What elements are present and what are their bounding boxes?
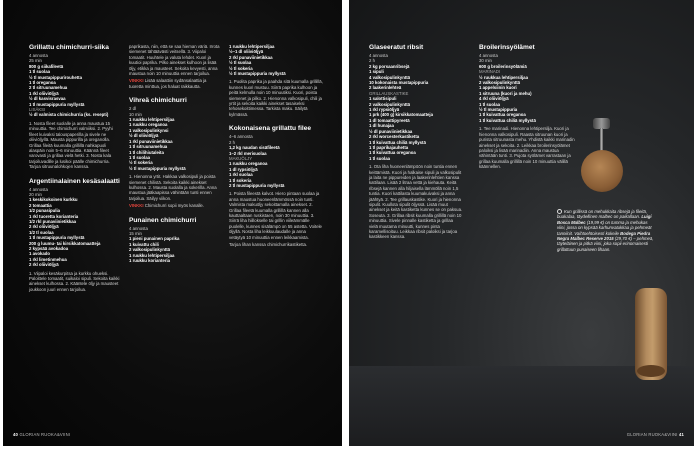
tip-label: VINKKI [129,203,144,209]
ingredient: 1 kuivattu chili [129,241,159,247]
ingredient: 1 tl sitruunamehua [129,144,168,150]
ingredient: 1 tl paprikajauhetta [369,144,409,150]
left-page [3,0,342,446]
ingredient-list [29,197,121,267]
wine-caption [557,209,655,252]
ingredient: 1 tl suolaa [369,155,391,161]
ingredient-list [229,161,323,188]
cork-top-image [581,150,623,192]
ingredient: 2 tomaattia [29,202,52,208]
right-column-1 [369,44,463,242]
ingredient: 1 dl hunajaa [369,123,394,129]
ingredient: 1 rkl suolaa [229,172,253,178]
subheading: MAKUÖLJY [229,155,253,161]
right-column-2 [479,44,575,172]
ingredient: ½ dl oliiviöljyä [129,133,159,139]
time: 25 min [29,58,42,64]
recipe-meta [29,53,121,64]
ingredient: 1 tl suolaa [129,154,151,160]
ingredient: ½–1 dl oliiviöljyä [229,49,264,55]
ingredient: 2 tl sitruunamehua [29,85,68,91]
ingredient: 1 ruukku lehtipersiljaa [229,44,275,49]
recipe-instructions: 1. Tee marinadi. Hienonna lehtipersilja. Kuori ja hienonna valkosipuli. Raasta sitruunan kuori ja purista sitruunasta mehu. Yhdistä kaikki marinadin ainekset ja sekoita. 2. Leikkaa broilerinsyölämet paloiksi ja lisää marinadiin. Anna maustua vähintään tunti. 3. Pujota syölämet varrastaan ja grillaa kuumalla grillillä noin 10 minuuttia välillä käännellen. [479,126,575,170]
recipe-instructions: 1. Hienonna yrtit. Hakkaa valkosipuli ja poista siemenet chilistä. Sekoita kaikki ainekset kulhossa. 2. Mausta suolalla ja sokerilla. Anna maustua jääkaapissa vähintään tunti ennen tarjoilua. Säilyy viikon. [129,174,217,201]
ingredient: 1 appelsiinin kuori [479,85,517,91]
recipe-instructions: 1. Puolita paprika ja paahda sitä kuumalla grillillä, kunnes kuori mustuu. Siirrä paprika kulhoon ja peitä kelmulla noin 10 minuutiksi. Kuori, poista siemenet ja pilko. 2. Hienonna valkosipuli, chili ja yrtit ja sekoita kaikki ainekset tasaiseksi tehosekoittimessa. Tarkista maku. Säilytä kylmässä. [229,79,323,117]
ingredient: 1/2 rkl punaviinietikkaa [29,218,77,224]
ingredient: 1 tl kuivattua oreganoa [369,150,416,156]
ingredient: 1 salottisipuli [369,96,397,102]
servings: 4 annosta [479,53,498,58]
ingredient-list [229,145,323,156]
ingredient: 1 rkl limetinmehua [29,256,67,262]
ingredient: 4 rkl oliiviöljyä [479,96,509,102]
right-footer [627,432,684,437]
ingredient: 2 valkosipulinkynttä [129,247,171,253]
ingredient-list [369,96,463,161]
ingredient: 1 ruukku oreganoa [229,161,268,167]
recipe-title: Glaseeratut ribsit [369,44,424,51]
recipe-meta [479,53,575,64]
ingredient: 1 tl mustapippuria myllystä [29,101,85,107]
yield: 2 dl [129,106,136,112]
subheading: GRILLAUSKASTIKE [369,90,409,96]
time: 15 min [129,230,142,236]
recipe-title: Vihreä chimichurri [129,97,187,105]
ingredient: 1 valkosipulinkynsi [129,127,169,133]
ingredient: 1 tl kuivattua chiliä myllystä [369,139,426,145]
recipe-title: Broilerinsyölämet [479,44,535,51]
left-footer [13,432,70,437]
ingredient: 2 rkl worcesterkastiketta [369,134,420,140]
ingredient: ½ tl mustapippuria myllystä [229,71,286,77]
caption-text: (29,70 €) – pehmeä, täyteläinen ja pitkä viini, joka sopii erinomaisesti grillattuun punaiseen lihaan. [557,236,654,252]
ingredient: 4 valkosipulinkynttä [369,74,411,80]
ingredient: 2 tl mustapippuria myllystä [229,182,285,188]
ingredient: 1 sitruuna (kuori ja mehu) [479,90,532,96]
right-page [349,0,694,446]
ingredient: 2 laakerinlehteä [369,85,402,91]
ingredient: ½ dl valmista chimichurria (ks. resepti) [29,112,109,118]
recipe-instructions: 1. Poista fileestä kalvot. Hiero pintaan suolaa ja anna maustua huoneenlämmössä noin tunti. Valmista makuöljy sekoittamalla ainekset. 2. Grillaa fileetä kuumalla grillillä kannen alla kauttaaltaan ruskistaen, noin 30 minuuttia. 3. Siirrä liha hiillokselle tai grillin viileämmälle puolelle, kunnes sisälämpö on 55 astetta. Voitele öljyllä. Nosta liha leikkuulaudalle ja anna vetäytyä 10 minuuttia ennen leikkaamista. [229,191,322,240]
ingredient: 2 kypsää avokadoa [29,246,69,251]
recipe-title: Kokonaisena grillattu filee [229,125,312,133]
left-column-1 [29,44,121,294]
page-number: 41 [678,432,684,437]
ingredient: 1/2 punasipulia [29,208,61,214]
ingredient: 10 kokonaista mustapippuria [369,80,429,86]
time: 20 min [29,191,42,197]
ingredient: 800 g siikafileetä [29,63,64,69]
page-number: 40 [13,432,19,437]
left-column-3 [229,44,323,249]
ingredient: 1 ruukku korianteria [129,258,171,263]
subheading: MARINADI [479,69,501,75]
ingredient: 1 avokado [29,251,51,257]
recipe-title: Punainen chimichurri [129,216,197,224]
tip-label: VINKKI [129,78,144,84]
caption-text: (19,99 €) on tumma ja mehukas viini, jossa on kypsää karhunvatukkaa ja pehmeät tanniinit. Vaihtoehtoisesti kokeile [557,219,652,236]
caption-text: Kun grillissä on mehukkaita ribsejä ja fileitä, buakalaa, täydellinen malbec on paikallaan. [557,209,648,220]
ingredient: 2 kg porsaanribsejä [369,63,410,69]
magazine-name: GLORIAN RUOKA&VIINI [19,432,71,437]
ingredient-list [129,117,221,171]
servings: 4 annosta [129,225,148,231]
ingredient: 1/2 tl suolaa [29,229,54,235]
time: 30 min [479,58,492,64]
ingredient: 2 valkosipulinkynttä [369,101,411,107]
ingredient: 1 ruukku oreganoa [129,122,168,128]
recipe-instructions: 1. Ota liha huoneenlämpöön noin tuntia ennen keittämistä. Kuori ja halkaise sipuli ja valkosipulit ja laita ne pippureiden ja laakerinlehtien kanssa kattilaan. Lisää 2 litraa vettä ja kiehauta. Keitä ribsejä kannen alla hiljaisella lämmöllä noin 1,5 tuntia. Kuori kattilasta kuumakuivaksi ja anna jäähtyä. 2. Tee grillauskastike. Kuori ja hienonna sipulit. Kuullota sipulit öljyssä. Lisää muut ainekset ja keitä kastiketta kunnes se on paksua. Soseuta. 3. Grillaa ribsit kuumalla grillillä noin 10 minuuttia. Sivele pinnalle kastiketta ja grillaa vielä muutama minuutti, kunnes pinta karamellisoituu. Leikkaa ribsit paloiksi ja tarjoa kastikkeen kanssa. [369,164,463,240]
ingredient: 1 tl oreganoa [29,80,56,86]
recipe-meta [129,226,221,237]
ingredient-list [369,64,463,91]
magazine-name: GLORIAN RUOKA&VIINI [626,432,678,437]
recipe-meta [229,134,323,145]
ingredient: 1 dl tomaattipyreetä [369,117,410,123]
ingredient: ½ dl kasvisrasvaa [29,96,66,102]
recipe-meta [369,53,463,64]
ingredient: 200 g luumu- tai kirsikkatomaatteja [29,240,101,246]
servings: 4 annosta [369,53,388,58]
ingredient: 1 keskikokoinen kurkku [29,197,78,203]
recipe-meta [129,106,221,117]
ingredient: ½ tl mustapippuria myllystä [129,165,186,171]
tip-text: Lisää salaattiin sydänsalaattia ja tuoretta minttua, jos haluat raikkautta. [129,78,207,89]
ingredient: ½ tl mustapippurirouhetta [29,74,82,80]
ingredient: 1 ruukku lehtipersiljaa [129,117,175,123]
ingredient: 1 tl sokeria [229,177,252,183]
ingredient: ½ tl sokeria [129,160,153,166]
ingredient: 1 pieni punainen paprika [129,236,180,242]
subheading: LISÄKSI [29,107,46,113]
recipe-note: Tarjoa lihan kanssa chimichurrikastiketta. [229,242,308,247]
wine-cork-end [637,365,665,377]
ingredient: 1 prk (400 g) kirsikkatomaatteja [369,112,434,118]
servings: 4 annosta [29,186,48,192]
ingredient: 1–2 rkl merisuolaa [229,150,267,156]
recipe-instructions: 1. Nosta fileet suolalle ja anna maustua 15 minuuttia. Tee chimichurri valmiiksi. 2. Pyyhi fileet kuivaksi talouspaperilla ja sivele ne oliiviöljyllä. Mausta pippurilla ja oreganolla. Grillaa fileitä kuumalla grillillä nahkapuoli alaspäin noin 5–6 minuuttia. Käännä fileet varovasti ja grillaa vielä hetki. 3. Nosta kala tarjoiluvadille ja lusikoi päälle chimichurria. Tarjoa sitruunalohkojen kanssa. [29,120,113,170]
ingredient: 1 rkl oliiviöljyä [29,90,59,96]
ingredient: 1 ruukku lehtipersiljaa [129,252,175,258]
ingredient: 1 rkl punaviinietikkaa [129,138,173,144]
ingredient: 2 rkl oliiviöljyä [29,262,59,268]
ingredient: 1 tl kuivattua chiliä myllystä [479,117,536,123]
recipe-title: Grillattu chimichurri-siika [29,44,109,51]
recipe-instructions: 1. Viipaloi kesäkurpitsa ja kurkku ohueksi. Paloittele tomaatit, suikaloi sipuli. Sekoita kaikki ainekset kulhossa. 2. Kääntele öljy ja mausteet joukkoon juuri ennen tarjoilua. [29,270,120,292]
time: 2 h [229,139,235,145]
time: 2 h [369,58,375,64]
ingredient-list [229,44,323,76]
left-column-2 [129,44,221,263]
tip-text: Chimichurri sopii myös kanalle. [144,203,205,209]
ingredient-list [29,64,121,107]
wine-name: Luigi Bosca Malbec [557,214,652,225]
ingredient: 1 tl kuivattua oreganoa [479,112,526,118]
ingredient: 1 dl rypsiöljyä [229,166,258,172]
ingredient: 1 tl mustapippuria myllystä [29,235,85,241]
ingredient: 1 rkl rypsiöljyä [369,107,400,113]
ingredient: 1 rkl tuoretta korianteria [29,213,79,219]
ingredient: 1 sipuli [369,69,384,75]
ingredient-list [129,236,221,263]
ingredient: ½ tl suolaa [229,60,252,66]
ingredient: 1 tl chilihiutaleita [129,149,164,155]
ingredient: 2 rkl oliiviöljyä [29,224,59,230]
ingredient: 1,2 kg naudan sisäfileetä [229,145,280,151]
servings: 4–6 annosta [229,134,253,140]
ingredient: ½ tl mustapippuria [479,107,518,113]
time: 10 min [129,111,142,117]
recipe-instructions: paprikasta, niin, että se saa hieman väriä. Irrota siemenet tähtäävästi veitsellä. 3. Viipaloi tomaatit. Huuhtele ja valuta lehdet. Kuori ja kuutioi paprika. Pilko ainekset kulhoon ja lisää öljy, etikka ja mausteet. Sekoita kevyesti, anna maustua noin 10 minuuttia ennen tarjoilua. [129,44,220,77]
ingredient: 2 rkl punaviinietikkaa [229,54,273,60]
servings: 4 annosta [29,53,48,58]
ingredient: ½ dl punaviinietikkaa [369,128,413,134]
recipe-meta [29,187,121,198]
ingredient: 1 tl suolaa [479,101,501,107]
ingredient: 600 g broilerinsyölämiä [479,63,527,69]
ingredient: 2 valkosipulinkynttä [479,80,521,86]
ingredient-list [479,75,575,124]
wine-name: Bodega Piedra Negra Malbec Reserve 2015 [557,230,651,242]
ingredient: 1 tl suolaa [29,69,51,75]
ingredient: ½ tl sokeria [229,65,253,71]
recipe-title: Argentiinalainen kesäsalaatti [29,177,120,185]
ingredient: ½ ruukkua lehtipersiljaa [479,74,528,80]
